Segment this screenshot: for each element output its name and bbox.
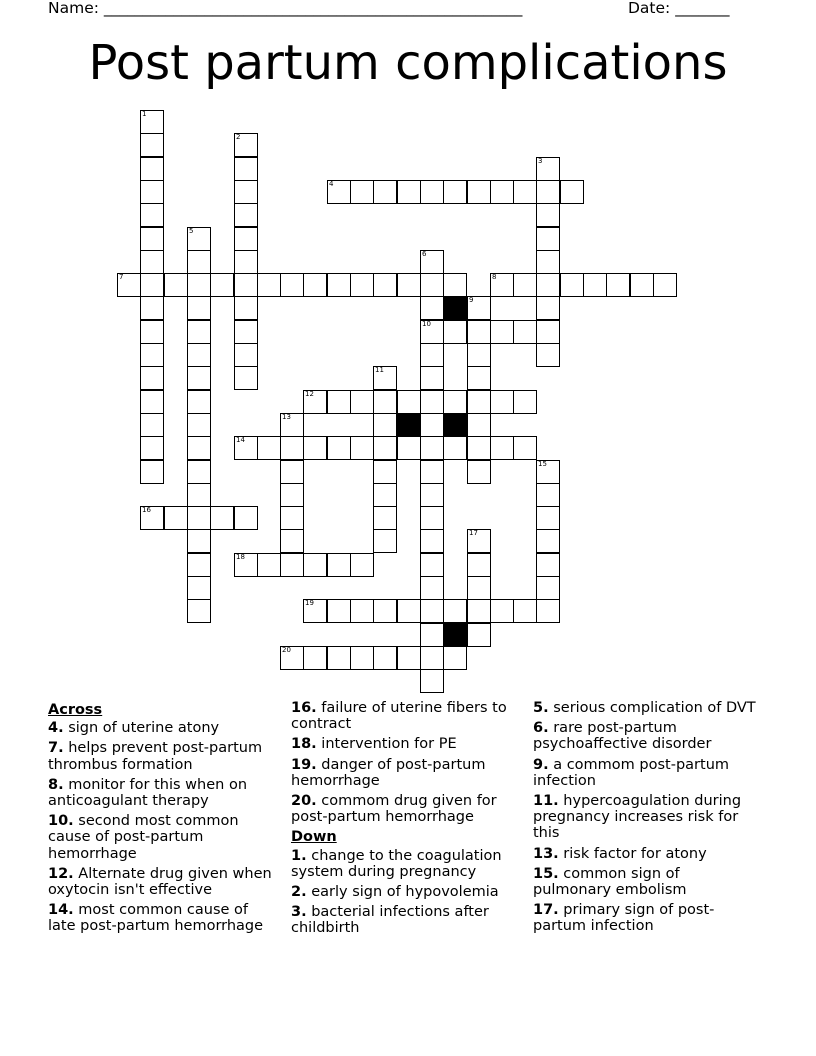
answer-cell[interactable] <box>467 320 491 344</box>
clue-text: serious complication of DVT <box>553 700 756 716</box>
answer-cell[interactable] <box>513 180 537 204</box>
black-square <box>397 413 421 437</box>
name-field-label: Name: ______________________________________________________ <box>48 0 523 17</box>
down-clue <box>533 902 761 934</box>
clue-text: early sign of hypovolemia <box>311 884 499 901</box>
answer-cell[interactable] <box>513 599 537 623</box>
answer-cell[interactable] <box>234 436 258 460</box>
clue-number: 8. <box>48 776 64 793</box>
clue-number: 3. <box>291 904 307 921</box>
clue-number-label: 14 <box>236 436 245 444</box>
answer-cell[interactable] <box>373 529 397 553</box>
answer-cell[interactable] <box>327 180 351 204</box>
clue-number: 18. <box>291 736 317 753</box>
black-square <box>443 623 467 647</box>
clue-number-label: 2 <box>236 133 241 141</box>
answer-cell[interactable] <box>536 320 560 344</box>
answer-cell[interactable] <box>280 506 304 530</box>
clue-number: 11. <box>533 793 559 810</box>
answer-cell[interactable] <box>210 506 234 530</box>
clue-number-label: 1 <box>142 110 147 118</box>
answer-cell[interactable] <box>467 413 491 437</box>
answer-cell[interactable] <box>560 180 584 204</box>
answer-cell[interactable] <box>420 366 444 390</box>
across-clue <box>48 740 276 772</box>
answer-cell[interactable] <box>187 553 211 577</box>
clue-text: monitor for this when on anticoagulant therapy <box>48 776 248 810</box>
answer-cell[interactable] <box>536 203 560 227</box>
black-square <box>443 413 467 437</box>
down-clue <box>533 720 761 752</box>
answer-cell[interactable] <box>420 599 444 623</box>
answer-cell[interactable] <box>164 506 188 530</box>
answer-cell[interactable] <box>350 180 374 204</box>
answer-cell[interactable] <box>257 553 281 577</box>
answer-cell[interactable] <box>420 180 444 204</box>
answer-cell[interactable] <box>467 296 491 320</box>
answer-cell[interactable] <box>234 343 258 367</box>
clue-number: 10. <box>48 813 74 830</box>
answer-cell[interactable] <box>140 133 164 157</box>
answer-cell[interactable] <box>117 273 141 297</box>
answer-cell[interactable] <box>536 529 560 553</box>
answer-cell[interactable] <box>443 599 467 623</box>
clue-text: rare post-partum psychoaffective disorder <box>533 720 712 753</box>
down-clue <box>533 700 761 716</box>
black-square <box>443 296 467 320</box>
answer-cell[interactable] <box>187 413 211 437</box>
across-clue <box>48 813 276 862</box>
answer-cell[interactable] <box>257 436 281 460</box>
clue-number: 12. <box>48 865 74 882</box>
answer-cell[interactable] <box>350 553 374 577</box>
answer-cell[interactable] <box>536 250 560 274</box>
answer-cell[interactable] <box>397 180 421 204</box>
clue-number: 7. <box>48 740 64 757</box>
answer-cell[interactable] <box>257 273 281 297</box>
answer-cell[interactable] <box>490 436 514 460</box>
answer-cell[interactable] <box>536 553 560 577</box>
down-clue <box>533 846 761 862</box>
answer-cell[interactable] <box>303 646 327 670</box>
across-heading: Across <box>48 702 103 718</box>
across-clue <box>291 757 519 789</box>
answer-cell[interactable] <box>210 273 234 297</box>
answer-cell[interactable] <box>350 390 374 414</box>
clue-number-label: 19 <box>305 599 314 607</box>
answer-cell[interactable] <box>140 343 164 367</box>
answer-cell[interactable] <box>234 320 258 344</box>
answer-cell[interactable] <box>373 599 397 623</box>
answer-cell[interactable] <box>536 483 560 507</box>
answer-cell[interactable] <box>303 436 327 460</box>
answer-cell[interactable] <box>140 296 164 320</box>
across-clue <box>48 777 276 809</box>
answer-cell[interactable] <box>467 390 491 414</box>
answer-cell[interactable] <box>140 460 164 484</box>
answer-cell[interactable] <box>187 529 211 553</box>
answer-cell[interactable] <box>280 553 304 577</box>
answer-cell[interactable] <box>420 460 444 484</box>
answer-cell[interactable] <box>397 436 421 460</box>
clue-number-label: 5 <box>189 227 194 235</box>
clue-number: 1. <box>291 847 307 864</box>
answer-cell[interactable] <box>303 553 327 577</box>
answer-cell[interactable] <box>420 529 444 553</box>
answer-cell[interactable] <box>187 366 211 390</box>
answer-cell[interactable] <box>397 273 421 297</box>
page-title: Post partum complications <box>88 35 728 91</box>
clue-number: 5. <box>533 700 549 716</box>
answer-cell[interactable] <box>373 180 397 204</box>
answer-cell[interactable] <box>234 133 258 157</box>
answer-cell[interactable] <box>350 436 374 460</box>
clue-number: 15. <box>533 865 559 882</box>
answer-cell[interactable] <box>140 413 164 437</box>
answer-cell[interactable] <box>467 623 491 647</box>
answer-cell[interactable] <box>536 227 560 251</box>
answer-cell[interactable] <box>350 273 374 297</box>
clue-text: commom drug given for post-partum hemorrhage <box>291 793 497 826</box>
clue-text: sign of uterine atony <box>68 720 220 737</box>
answer-cell[interactable] <box>490 599 514 623</box>
down-clue <box>533 757 761 789</box>
clue-text: danger of post-partum hemorrhage <box>291 756 486 789</box>
answer-cell[interactable] <box>490 320 514 344</box>
answer-cell[interactable] <box>327 436 351 460</box>
answer-cell[interactable] <box>443 273 467 297</box>
answer-cell[interactable] <box>187 483 211 507</box>
across-clue <box>48 902 276 934</box>
answer-cell[interactable] <box>327 273 351 297</box>
answer-cell[interactable] <box>234 180 258 204</box>
answer-cell[interactable] <box>420 296 444 320</box>
clue-text: bacterial infections after childbirth <box>291 904 489 937</box>
across-clue <box>291 793 519 825</box>
answer-cell[interactable] <box>536 506 560 530</box>
clue-number: 17. <box>533 902 559 919</box>
answer-cell[interactable] <box>653 273 677 297</box>
answer-cell[interactable] <box>234 250 258 274</box>
answer-cell[interactable] <box>187 390 211 414</box>
answer-cell[interactable] <box>327 553 351 577</box>
answer-cell[interactable] <box>420 413 444 437</box>
clue-number: 19. <box>291 756 317 773</box>
answer-cell[interactable] <box>467 529 491 553</box>
answer-cell[interactable] <box>140 157 164 181</box>
answer-cell[interactable] <box>234 157 258 181</box>
answer-cell[interactable] <box>536 296 560 320</box>
clue-number-label: 10 <box>422 320 431 328</box>
answer-cell[interactable] <box>280 483 304 507</box>
down-clue <box>291 848 519 880</box>
answer-cell[interactable] <box>536 576 560 600</box>
down-clue <box>291 884 519 900</box>
clue-number-label: 4 <box>329 180 334 188</box>
answer-cell[interactable] <box>234 553 258 577</box>
answer-cell[interactable] <box>234 296 258 320</box>
answer-cell[interactable] <box>443 320 467 344</box>
answer-cell[interactable] <box>187 227 211 251</box>
answer-cell[interactable] <box>536 599 560 623</box>
down-clue <box>533 866 761 898</box>
clues-column-3 <box>533 700 761 939</box>
answer-cell[interactable] <box>187 599 211 623</box>
answer-cell[interactable] <box>420 436 444 460</box>
answer-cell[interactable] <box>373 413 397 437</box>
answer-cell[interactable] <box>490 390 514 414</box>
answer-cell[interactable] <box>327 599 351 623</box>
answer-cell[interactable] <box>373 506 397 530</box>
clue-number-label: 20 <box>282 646 291 654</box>
answer-cell[interactable] <box>350 646 374 670</box>
clue-text: most common cause of late post-partum hemorrhage <box>48 902 264 935</box>
clue-number-label: 11 <box>375 366 384 374</box>
answer-cell[interactable] <box>373 646 397 670</box>
answer-cell[interactable] <box>420 669 444 693</box>
clue-number: 20. <box>291 793 317 810</box>
answer-cell[interactable] <box>467 436 491 460</box>
answer-cell[interactable] <box>140 180 164 204</box>
clue-text: common sign of pulmonary embolism <box>533 865 687 899</box>
clue-text: helps prevent post-partum thrombus formation <box>48 740 263 773</box>
answer-cell[interactable] <box>467 553 491 577</box>
answer-cell[interactable] <box>420 623 444 647</box>
answer-cell[interactable] <box>303 390 327 414</box>
clue-text: change to the coagulation system during pregnancy <box>291 847 502 880</box>
answer-cell[interactable] <box>140 320 164 344</box>
answer-cell[interactable] <box>140 390 164 414</box>
answer-cell[interactable] <box>536 273 560 297</box>
answer-cell[interactable] <box>327 390 351 414</box>
answer-cell[interactable] <box>280 273 304 297</box>
clue-number-label: 8 <box>492 273 497 281</box>
answer-cell[interactable] <box>373 366 397 390</box>
answer-cell[interactable] <box>420 553 444 577</box>
answer-cell[interactable] <box>420 483 444 507</box>
clue-number-label: 15 <box>538 460 547 468</box>
answer-cell[interactable] <box>513 390 537 414</box>
answer-cell[interactable] <box>373 436 397 460</box>
answer-cell[interactable] <box>397 599 421 623</box>
answer-cell[interactable] <box>187 320 211 344</box>
clue-text: hypercoagulation during pregnancy increases risk for this <box>533 793 742 842</box>
answer-cell[interactable] <box>187 460 211 484</box>
across-clue <box>291 700 519 732</box>
answer-cell[interactable] <box>606 273 630 297</box>
answer-cell[interactable] <box>467 599 491 623</box>
answer-cell[interactable] <box>140 273 164 297</box>
clue-number-label: 3 <box>538 157 543 165</box>
answer-cell[interactable] <box>443 646 467 670</box>
answer-cell[interactable] <box>536 343 560 367</box>
answer-cell[interactable] <box>303 273 327 297</box>
across-clue <box>48 866 276 898</box>
clue-text: failure of uterine fibers to contract <box>291 700 507 733</box>
answer-cell[interactable] <box>373 273 397 297</box>
clue-number-label: 18 <box>236 553 245 561</box>
answer-cell[interactable] <box>583 273 607 297</box>
date-field-label: Date: _______ <box>628 0 730 17</box>
clue-number: 4. <box>48 720 64 737</box>
answer-cell[interactable] <box>420 343 444 367</box>
answer-cell[interactable] <box>234 227 258 251</box>
answer-cell[interactable] <box>443 390 467 414</box>
answer-cell[interactable] <box>420 576 444 600</box>
clue-number: 16. <box>291 700 317 716</box>
clue-number-label: 13 <box>282 413 291 421</box>
answer-cell[interactable] <box>536 157 560 181</box>
clue-number-label: 12 <box>305 390 314 398</box>
answer-cell[interactable] <box>467 343 491 367</box>
answer-cell[interactable] <box>513 273 537 297</box>
answer-cell[interactable] <box>443 180 467 204</box>
clue-number-label: 16 <box>142 506 151 514</box>
clue-number: 9. <box>533 756 549 773</box>
answer-cell[interactable] <box>280 460 304 484</box>
clue-text: second most common cause of post-partum hemorrhage <box>48 813 239 862</box>
answer-cell[interactable] <box>234 506 258 530</box>
clue-text: Alternate drug given when oxytocin isn't effective <box>48 865 272 899</box>
answer-cell[interactable] <box>187 250 211 274</box>
answer-cell[interactable] <box>187 506 211 530</box>
answer-cell[interactable] <box>140 436 164 460</box>
answer-cell[interactable] <box>467 180 491 204</box>
answer-cell[interactable] <box>350 599 374 623</box>
answer-cell[interactable] <box>420 273 444 297</box>
clue-text: a commom post-partum infection <box>533 756 730 789</box>
answer-cell[interactable] <box>420 250 444 274</box>
clue-number-label: 17 <box>469 529 478 537</box>
answer-cell[interactable] <box>467 460 491 484</box>
clue-number-label: 7 <box>119 273 124 281</box>
clue-text: primary sign of post-partum infection <box>533 902 715 935</box>
answer-cell[interactable] <box>234 366 258 390</box>
answer-cell[interactable] <box>187 273 211 297</box>
answer-cell[interactable] <box>536 180 560 204</box>
down-heading: Down <box>291 829 337 846</box>
across-clue <box>48 720 276 736</box>
answer-cell[interactable] <box>490 273 514 297</box>
answer-cell[interactable] <box>630 273 654 297</box>
answer-cell[interactable] <box>560 273 584 297</box>
answer-cell[interactable] <box>513 436 537 460</box>
answer-cell[interactable] <box>140 250 164 274</box>
clues-column-1 <box>48 700 276 939</box>
answer-cell[interactable] <box>187 436 211 460</box>
clue-number-label: 9 <box>469 296 474 304</box>
answer-cell[interactable] <box>280 646 304 670</box>
answer-cell[interactable] <box>420 390 444 414</box>
answer-cell[interactable] <box>536 460 560 484</box>
answer-cell[interactable] <box>373 390 397 414</box>
clues-column-2 <box>291 700 519 941</box>
answer-cell[interactable] <box>140 110 164 134</box>
clue-number: 13. <box>533 845 559 862</box>
answer-cell[interactable] <box>280 413 304 437</box>
clue-number-label: 6 <box>422 250 427 258</box>
answer-cell[interactable] <box>420 646 444 670</box>
clue-text: intervention for PE <box>321 736 457 753</box>
answer-cell[interactable] <box>467 366 491 390</box>
clue-text: risk factor for atony <box>563 845 707 862</box>
answer-cell[interactable] <box>140 506 164 530</box>
answer-cell[interactable] <box>164 273 188 297</box>
down-clue <box>291 904 519 936</box>
answer-cell[interactable] <box>280 529 304 553</box>
answer-cell[interactable] <box>140 203 164 227</box>
answer-cell[interactable] <box>467 576 491 600</box>
answer-cell[interactable] <box>187 576 211 600</box>
down-clue <box>533 793 761 842</box>
answer-cell[interactable] <box>187 343 211 367</box>
answer-cell[interactable] <box>280 436 304 460</box>
answer-cell[interactable] <box>513 320 537 344</box>
answer-cell[interactable] <box>420 506 444 530</box>
answer-cell[interactable] <box>373 483 397 507</box>
answer-cell[interactable] <box>327 646 351 670</box>
answer-cell[interactable] <box>140 366 164 390</box>
answer-cell[interactable] <box>443 436 467 460</box>
answer-cell[interactable] <box>397 390 421 414</box>
answer-cell[interactable] <box>303 599 327 623</box>
answer-cell[interactable] <box>373 460 397 484</box>
answer-cell[interactable] <box>187 296 211 320</box>
answer-cell[interactable] <box>397 646 421 670</box>
across-clue <box>291 736 519 752</box>
clue-number: 14. <box>48 902 74 919</box>
answer-cell[interactable] <box>140 227 164 251</box>
answer-cell[interactable] <box>420 320 444 344</box>
answer-cell[interactable] <box>234 273 258 297</box>
answer-cell[interactable] <box>490 180 514 204</box>
answer-cell[interactable] <box>234 203 258 227</box>
clue-number: 2. <box>291 884 307 901</box>
clue-number: 6. <box>533 720 549 737</box>
